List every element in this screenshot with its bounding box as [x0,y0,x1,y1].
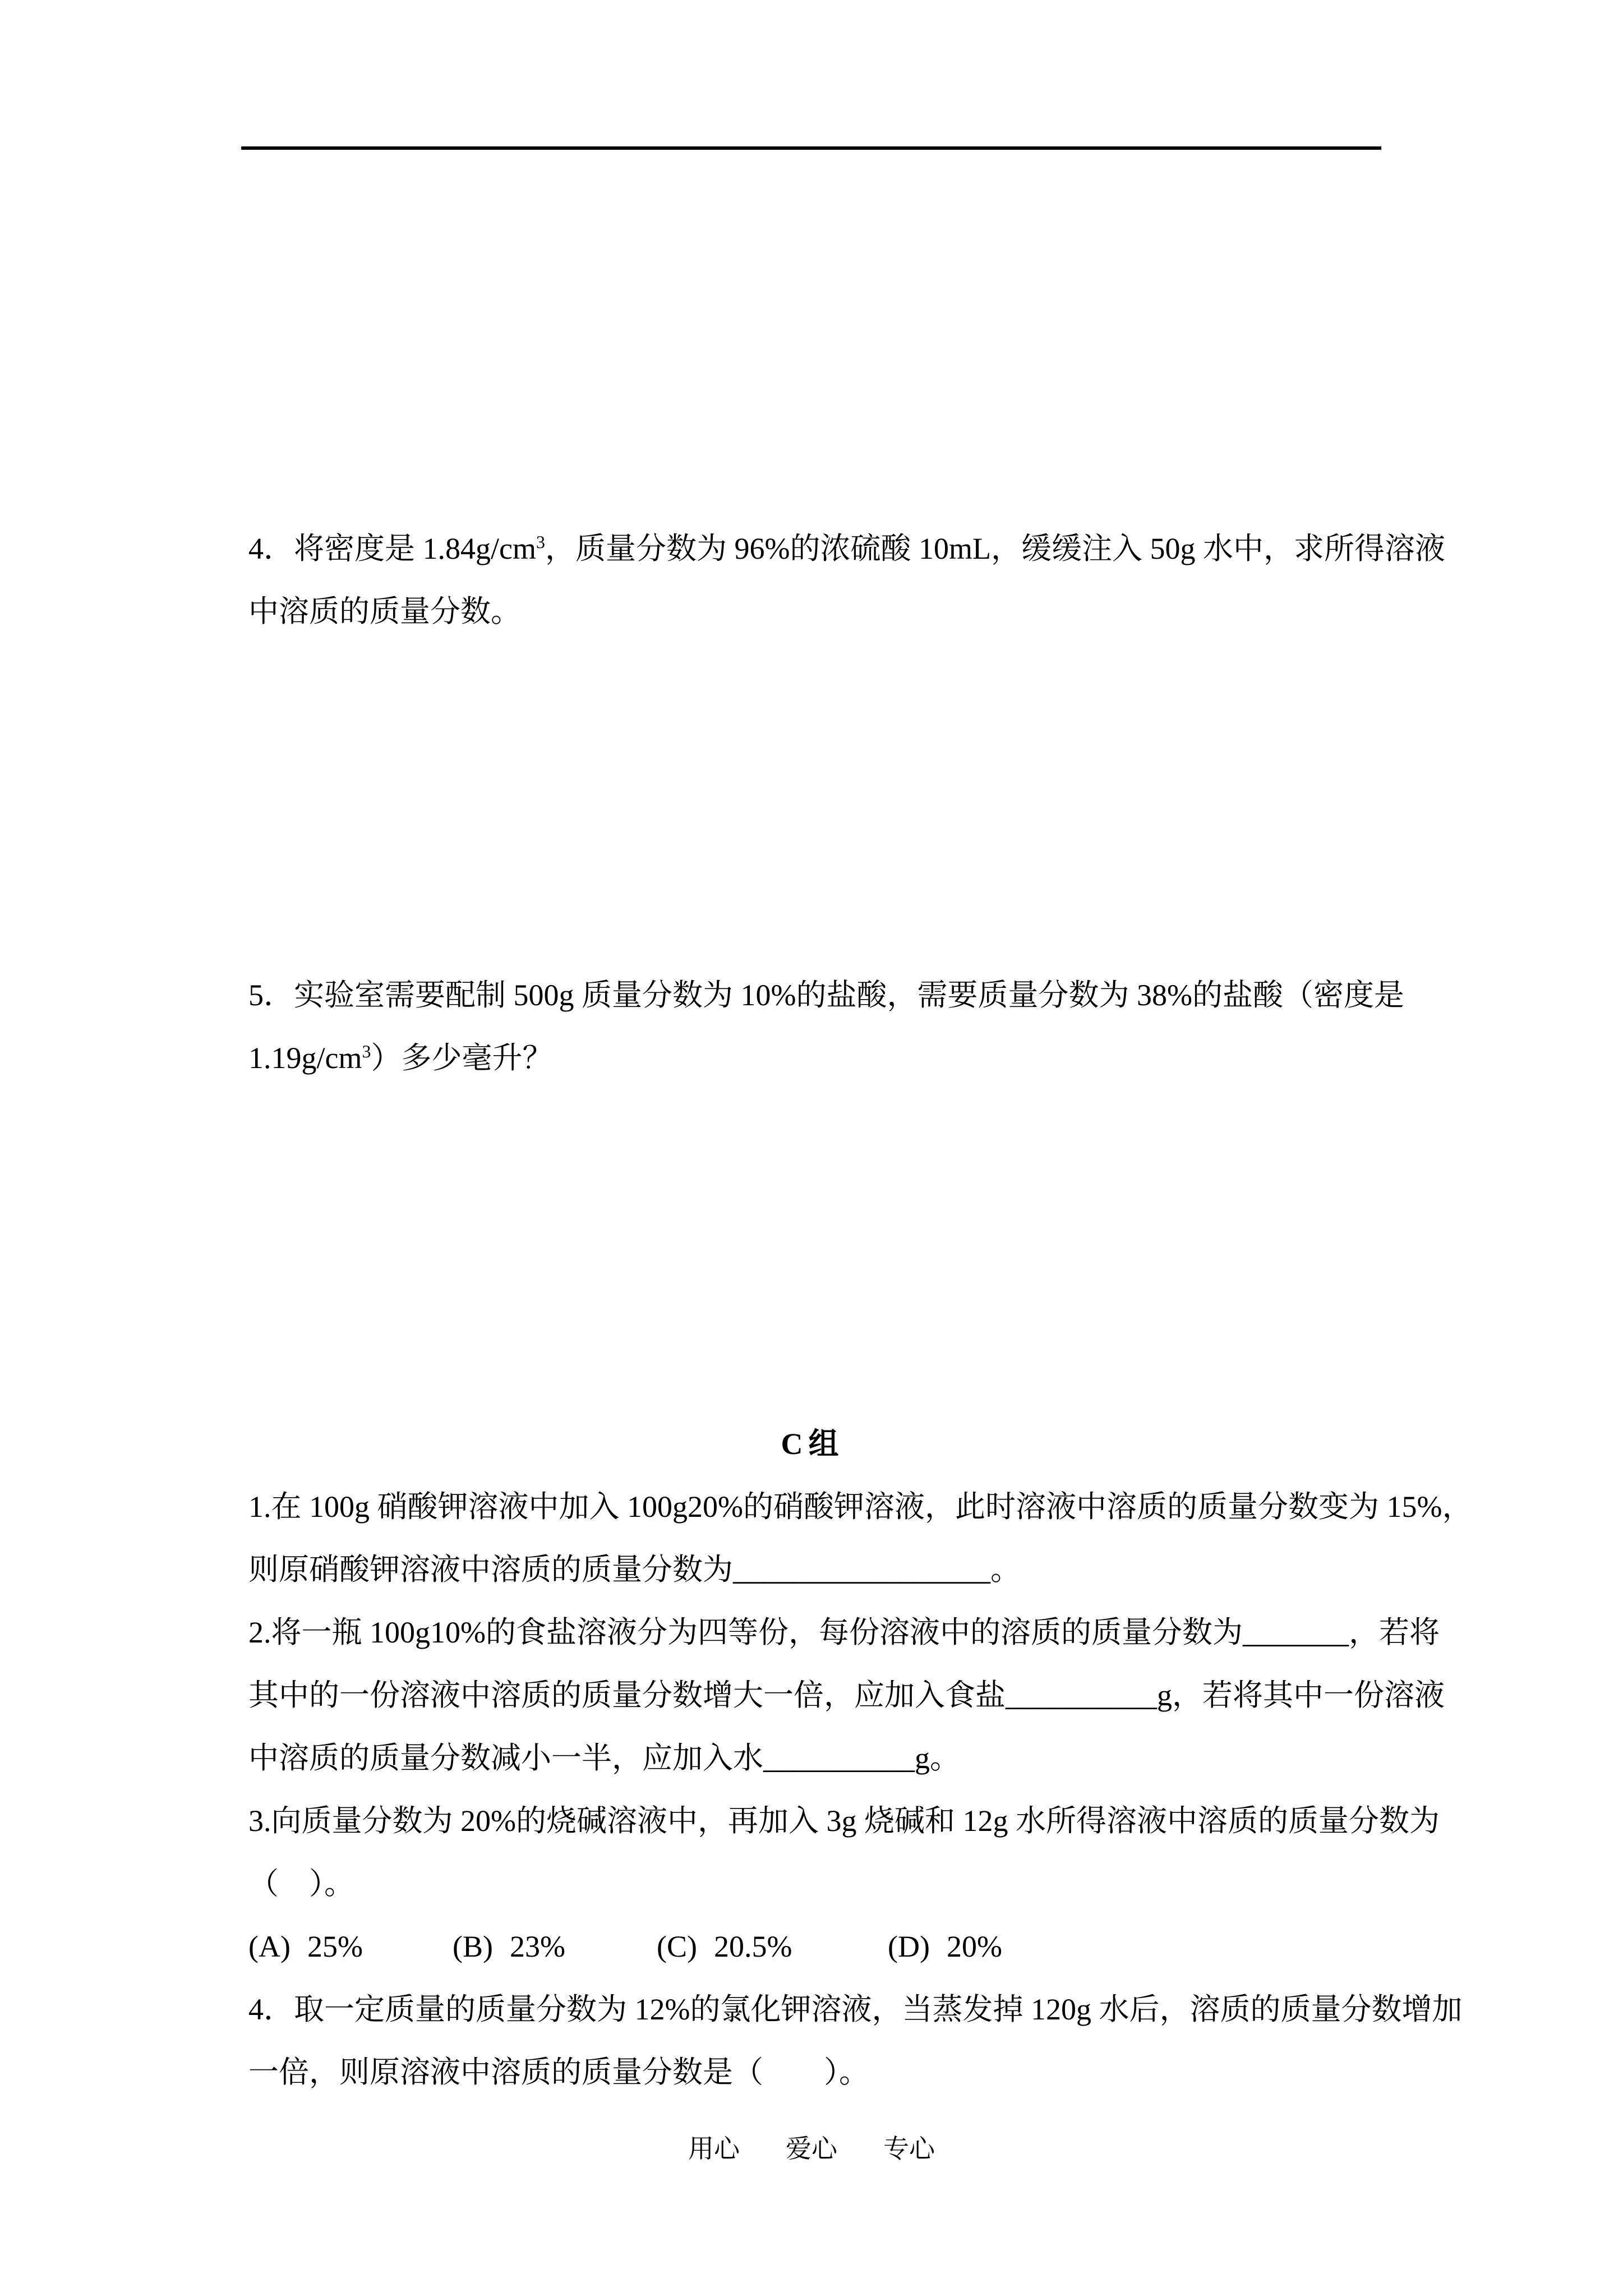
question-b4 [248,517,1445,643]
question-c2-line3: 中溶质的质量分数减小一半，应加入水__________g。 [248,1741,960,1775]
question-c1-line1: 1.在 100g 硝酸钾溶液中加入 100g20%的硝酸钾溶液，此时溶液中溶质的质量分数变为 15%， [248,1490,1473,1524]
option-c [657,1915,888,1978]
question-b5-line2-post: ）多少毫升？ [371,1041,553,1075]
question-b5 [248,964,1404,1089]
question-b4-line1-pre: 4．将密度是 1.84g/cm [248,532,536,565]
option-b [453,1915,657,1978]
footer-word: 用心 [688,2134,740,2163]
question-c3-line2: （ ）。 [248,1867,354,1901]
footer-word: 爱心 [786,2134,837,2163]
superscript-exponent: 3 [362,1041,371,1061]
question-c3-options [248,1915,1377,1978]
superscript-exponent: 3 [536,532,545,552]
worksheet-content [248,0,1473,2104]
question-b5-line2-pre: 1.19g/cm [248,1041,362,1075]
option-b-value: 23% [509,1930,565,1963]
question-b4-line2: 中溶质的质量分数。 [248,595,521,628]
question-c1-line2: 则原硝酸钾溶液中溶质的质量分数为_________________。 [248,1553,1021,1586]
footer-word: 专心 [883,2134,935,2163]
question-b4-line1 [248,517,1445,580]
question-c3 [248,1789,1440,1915]
question-c1 [248,1475,1473,1601]
option-c-label: (C) [657,1930,697,1963]
question-c2-line1: 2.将一瓶 100g10%的食盐溶液分为四等份，每份溶液中的溶质的质量分数为_______，若将 [248,1616,1440,1649]
question-c4-line1: 4．取一定质量的质量分数为 12%的氯化钾溶液，当蒸发掉 120g 水后，溶质的质量分数增加 [248,1993,1463,2026]
option-a [248,1915,453,1978]
question-c4 [248,1978,1463,2104]
question-b5-line2 [248,1027,1377,1089]
option-b-label: (B) [453,1930,493,1963]
question-c2-line2: 其中的一份溶液中溶质的质量分数增大一倍，应加入食盐__________g，若将其中一份溶液 [248,1678,1445,1712]
option-a-label: (A) [248,1930,291,1963]
question-c3-line1: 3.向质量分数为 20%的烧碱溶液中，再加入 3g 烧碱和 12g 水所得溶液中溶质的质量分数为 [248,1804,1440,1838]
section-c-heading: C组 [781,1427,845,1461]
question-c2 [248,1601,1445,1789]
question-b4-line1-post: ，质量分数为 96%的浓硫酸 10mL，缓缓注入 50g 水中，求所得溶液 [545,532,1445,565]
option-d-value: 20% [946,1930,1002,1963]
question-c4-line2: 一倍，则原溶液中溶质的质量分数是（ ）。 [248,2055,869,2089]
page-footer [0,2133,1623,2165]
option-d [888,1915,1002,1978]
option-c-value: 20.5% [713,1930,792,1963]
option-d-label: (D) [888,1930,930,1963]
question-b5-line1: 5．实验室需要配制 500g 质量分数为 10%的盐酸，需要质量分数为 38%的盐酸（密度是 [248,978,1404,1012]
option-a-value: 25% [307,1930,363,1963]
